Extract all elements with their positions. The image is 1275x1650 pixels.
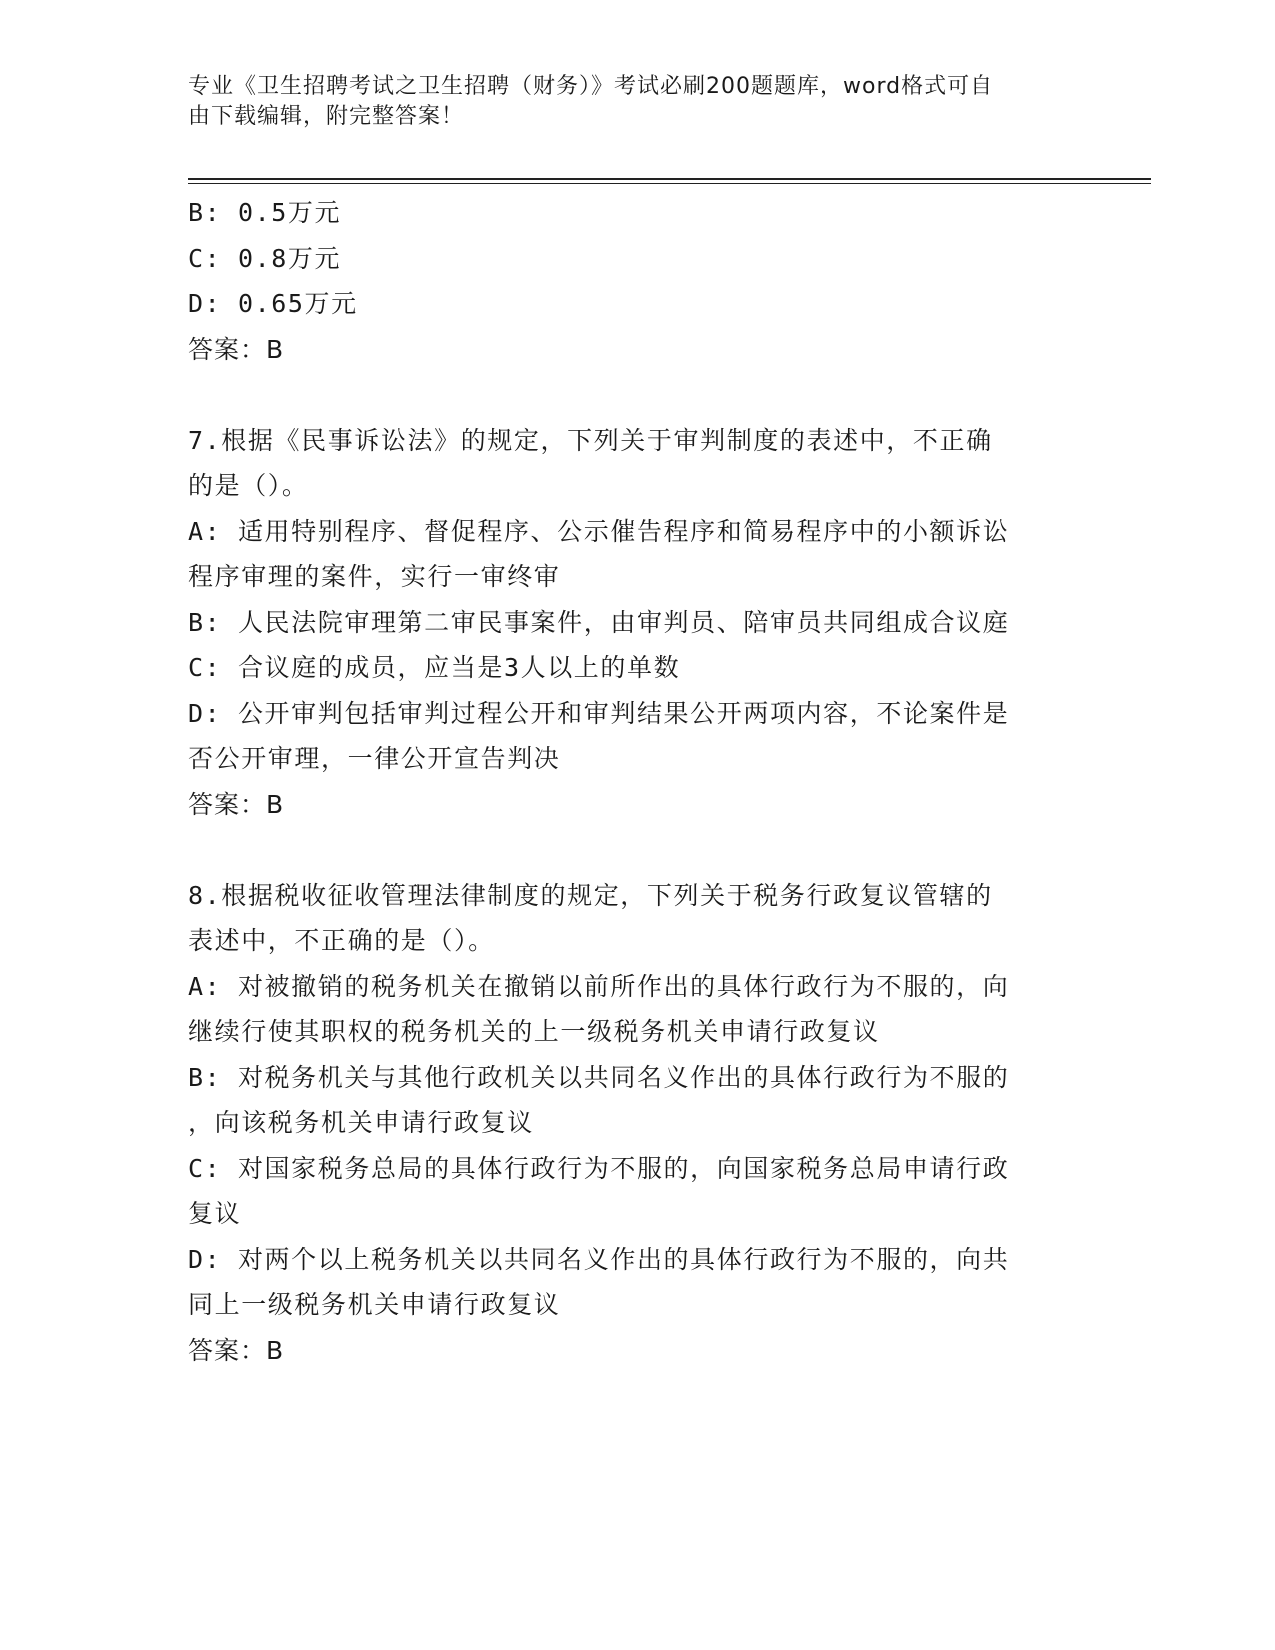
q7-option-a-line-2: 程序审理的案件，实行一审终审 (188, 562, 561, 591)
spacer (188, 827, 1083, 873)
q8-option-c-line-1: C: 对国家税务总局的具体行政行为不服的，向国家税务总局申请行政 (188, 1153, 1010, 1183)
q7-stem-line-1: 7.根据《民事诉讼法》的规定，下列关于审判制度的表述中，不正确 (188, 425, 993, 455)
document-body (188, 190, 1083, 1373)
q8-option-a-line-1: A: 对被撤销的税务机关在撤销以前所作出的具体行政行为不服的，向 (188, 971, 1010, 1001)
q8-answer: 答案：B (188, 1335, 285, 1365)
q7-option-d-line-2: 否公开审理，一律公开宣告判决 (188, 744, 561, 773)
q7-stem-line-2: 的是（）。 (188, 471, 309, 500)
q7-option-d-line-1: D: 公开审判包括审判过程公开和审判结果公开两项内容，不论案件是 (188, 698, 1010, 728)
q8-stem-line-1: 8.根据税收征收管理法律制度的规定，下列关于税务行政复议管辖的 (188, 880, 993, 910)
q7-option-c: C: 合议庭的成员，应当是3人以上的单数 (188, 653, 681, 682)
header-line-1: 专业《卫生招聘考试之卫生招聘（财务）》考试必刷200题题库，word格式可自 (188, 74, 994, 99)
document-header (188, 72, 1068, 132)
q8-stem-line-2: 表述中，不正确的是（）。 (188, 926, 495, 955)
spacer (188, 372, 1083, 418)
question-7 (188, 418, 1083, 828)
question-8 (188, 873, 1083, 1374)
q6-option-d: D: 0.65万元 (188, 289, 358, 318)
header-divider-thin (188, 183, 1151, 184)
q6-answer: 答案：B (188, 334, 285, 364)
q8-option-b-line-2: ，向该税务机关申请行政复议 (188, 1108, 534, 1137)
header-line-2: 由下载编辑，附完整答案！ (188, 104, 465, 129)
q8-option-b-line-1: B: 对税务机关与其他行政机关以共同名义作出的具体行政行为不服的 (188, 1062, 1010, 1092)
q8-option-a-line-2: 继续行使其职权的税务机关的上一级税务机关申请行政复议 (188, 1017, 880, 1046)
q7-answer: 答案：B (188, 789, 285, 819)
question-6-tail (188, 190, 1083, 372)
q8-option-d-line-1: D: 对两个以上税务机关以共同名义作出的具体行政行为不服的，向共 (188, 1244, 1010, 1274)
q8-option-c-line-2: 复议 (188, 1199, 242, 1228)
q6-option-b: B: 0.5万元 (188, 198, 342, 227)
q8-option-d-line-2: 同上一级税务机关申请行政复议 (188, 1290, 561, 1319)
q7-option-a-line-1: A: 适用特别程序、督促程序、公示催告程序和简易程序中的小额诉讼 (188, 516, 1010, 546)
header-divider-thick (188, 178, 1151, 180)
q6-option-c: C: 0.8万元 (188, 243, 342, 273)
q7-option-b: B: 人民法院审理第二审民事案件，由审判员、陪审员共同组成合议庭 (188, 607, 1010, 637)
